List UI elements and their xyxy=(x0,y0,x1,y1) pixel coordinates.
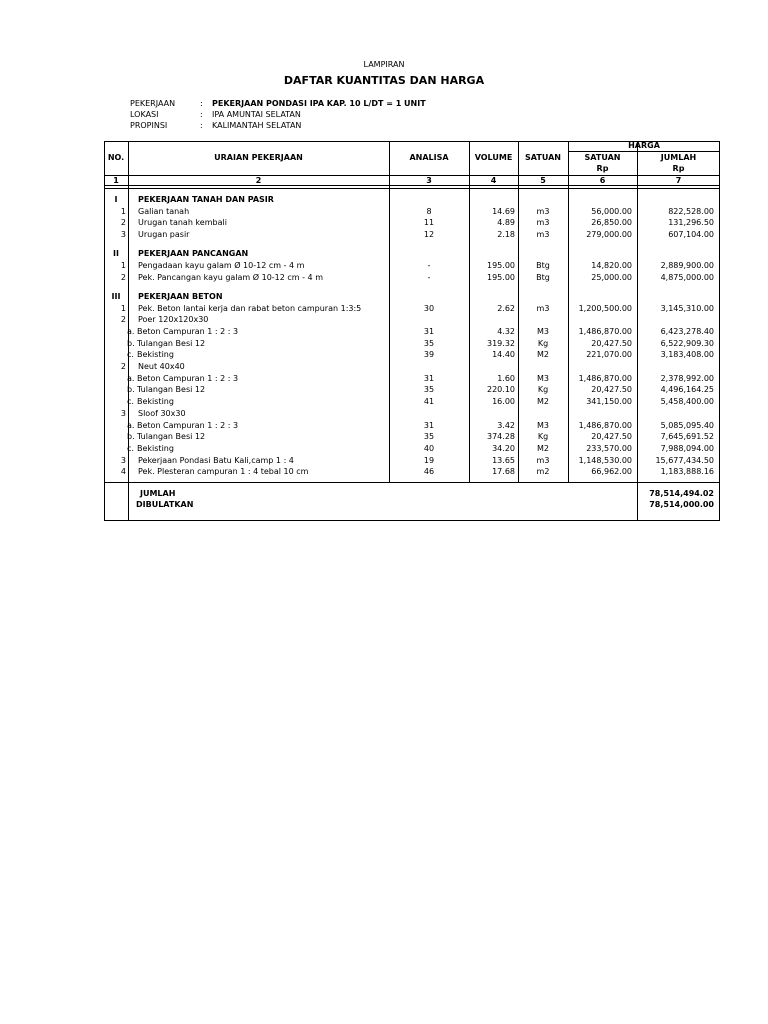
row-volume: 195.00 xyxy=(487,261,515,270)
row-number: 2 xyxy=(120,218,126,227)
info-label: LOKASI xyxy=(130,110,159,119)
col-number: 4 xyxy=(490,176,497,185)
row-jumlah: 607,104.00 xyxy=(668,230,714,239)
row-satuan: Kg xyxy=(537,385,549,394)
row-description: Tulangan Besi 12 xyxy=(137,339,206,348)
row-satuan: Btg xyxy=(536,261,550,270)
row-description: Tulangan Besi 12 xyxy=(137,385,206,394)
row-analisa: 31 xyxy=(423,327,435,336)
row-analisa: 31 xyxy=(423,421,435,430)
row-description: Pekerjaan Pondasi Batu Kali,camp 1 : 4 xyxy=(138,456,294,465)
row-satuan: m3 xyxy=(536,304,550,313)
row-sub-letter: c. xyxy=(127,350,134,359)
row-sub-letter: a. xyxy=(127,421,135,430)
row-satuan: M3 xyxy=(537,421,549,430)
row-satuan: M3 xyxy=(537,374,549,383)
row-analisa: 11 xyxy=(423,218,435,227)
row-volume: 17.68 xyxy=(492,467,515,476)
row-description: Pek. Plesteran campuran 1 : 4 tebal 10 cm xyxy=(138,467,309,476)
col-number: 1 xyxy=(113,176,119,185)
row-satuan: m3 xyxy=(536,207,550,216)
row-satuan: Kg xyxy=(537,339,549,348)
row-description: Galian tanah xyxy=(138,207,190,216)
header-jumlah-unit: Rp xyxy=(672,164,685,173)
col-number: 5 xyxy=(540,176,546,185)
header-jumlah: JUMLAH xyxy=(660,153,697,162)
row-volume: 4.32 xyxy=(497,327,515,336)
row-analisa: 30 xyxy=(423,304,435,313)
row-description: Pek. Pancangan kayu galam Ø 10-12 cm - 4 m xyxy=(138,273,323,282)
row-satuan: M2 xyxy=(537,444,549,453)
row-jumlah: 4,875,000.00 xyxy=(660,273,714,282)
header-uraian: URAIAN PEKERJAAN xyxy=(214,153,303,162)
row-volume: 14.69 xyxy=(492,207,515,216)
row-satuan: M3 xyxy=(537,327,549,336)
row-volume: 195.00 xyxy=(487,273,515,282)
row-volume: 4.89 xyxy=(497,218,515,227)
row-jumlah: 6,423,278.40 xyxy=(660,327,714,336)
row-harga-satuan: 233,570.00 xyxy=(586,444,632,453)
row-jumlah: 2,378,992.00 xyxy=(660,374,714,383)
row-volume: 319.32 xyxy=(487,339,515,348)
row-jumlah: 5,085,095.40 xyxy=(660,421,714,430)
row-analisa: 19 xyxy=(423,456,435,465)
header-no: NO. xyxy=(107,153,125,162)
row-harga-satuan: 1,200,500.00 xyxy=(578,304,632,313)
row-sub-letter: c. xyxy=(127,397,134,406)
info-separator: : xyxy=(200,99,203,108)
total-value: 78,514,494.02 xyxy=(649,489,714,498)
row-harga-satuan: 26,850.00 xyxy=(591,218,632,227)
row-sub-letter: a. xyxy=(127,374,135,383)
row-description: Beton Campuran 1 : 2 : 3 xyxy=(137,327,239,336)
info-separator: : xyxy=(200,110,203,119)
row-volume: 2.62 xyxy=(497,304,515,313)
row-analisa: 40 xyxy=(423,444,435,453)
row-volume: 16.00 xyxy=(492,397,515,406)
header-harga-satuan: SATUAN xyxy=(584,153,621,162)
row-number: 2 xyxy=(120,273,126,282)
row-analisa: 46 xyxy=(423,467,435,476)
row-harga-satuan: 1,486,870.00 xyxy=(578,421,632,430)
row-analisa: 8 xyxy=(426,207,432,216)
row-description: Pek. Beton lantai kerja dan rabat beton campuran 1:3:5 xyxy=(138,304,362,313)
colnum-bottom-double xyxy=(104,188,720,189)
section-title: PEKERJAAN PANCANGAN xyxy=(138,249,249,258)
row-description: Urugan pasir xyxy=(138,230,190,239)
col-number: 6 xyxy=(599,176,606,185)
quantity-price-table xyxy=(104,141,720,521)
row-sub-letter: b. xyxy=(127,385,135,394)
info-row-propinsi xyxy=(130,120,426,131)
row-number: 3 xyxy=(120,409,126,418)
row-harga-satuan: 1,148,530.00 xyxy=(578,456,632,465)
row-description: Pengadaan kayu galam Ø 10-12 cm - 4 m xyxy=(138,261,305,270)
row-number: 1 xyxy=(120,261,126,270)
rounded-label: DIBULATKAN xyxy=(136,500,194,509)
row-volume: 34.20 xyxy=(492,444,515,453)
row-analisa: - xyxy=(427,273,431,282)
row-number: III xyxy=(111,292,121,301)
row-description: Poer 120x120x30 xyxy=(138,315,209,324)
row-harga-satuan: 14,820.00 xyxy=(591,261,632,270)
row-description: Urugan tanah kembali xyxy=(138,218,227,227)
col-number: 2 xyxy=(255,176,262,185)
row-jumlah: 4,496,164.25 xyxy=(660,385,714,394)
row-analisa: 31 xyxy=(423,374,435,383)
row-satuan: m3 xyxy=(536,218,550,227)
row-analisa: 35 xyxy=(423,385,435,394)
row-satuan: Kg xyxy=(537,432,549,441)
row-analisa: 12 xyxy=(423,230,435,239)
document-title: LAMPIRAN xyxy=(363,60,405,69)
row-jumlah: 2,889,900.00 xyxy=(660,261,714,270)
document-heading: DAFTAR KUANTITAS DAN HARGA xyxy=(283,74,485,87)
row-harga-satuan: 20,427.50 xyxy=(591,385,632,394)
info-label: PROPINSI xyxy=(130,121,168,130)
row-number: 2 xyxy=(120,362,126,371)
row-satuan: m2 xyxy=(536,467,550,476)
row-volume: 1.60 xyxy=(497,374,515,383)
row-jumlah: 1,183,888.16 xyxy=(660,467,714,476)
row-harga-satuan: 279,000.00 xyxy=(586,230,632,239)
row-volume: 2.18 xyxy=(497,230,515,239)
row-number: 1 xyxy=(120,304,126,313)
row-description: Bekisting xyxy=(137,444,174,453)
header-analisa: ANALISA xyxy=(409,153,449,162)
row-harga-satuan: 25,000.00 xyxy=(591,273,632,282)
row-number: 3 xyxy=(120,230,126,239)
row-number: 1 xyxy=(120,207,126,216)
row-harga-satuan: 56,000.00 xyxy=(591,207,632,216)
row-volume: 3.42 xyxy=(497,421,515,430)
row-description: Neut 40x40 xyxy=(138,362,185,371)
info-separator: : xyxy=(200,121,203,130)
header-harga: HARGA xyxy=(628,141,660,150)
row-satuan: Btg xyxy=(536,273,550,282)
row-number: 2 xyxy=(120,315,126,324)
row-harga-satuan: 221,070.00 xyxy=(586,350,632,359)
row-satuan: m3 xyxy=(536,230,550,239)
row-jumlah: 5,458,400.00 xyxy=(660,397,714,406)
row-sub-letter: c. xyxy=(127,444,134,453)
col-number: 3 xyxy=(426,176,432,185)
col-number: 7 xyxy=(675,176,682,185)
row-number: II xyxy=(113,249,119,258)
row-description: Bekisting xyxy=(137,397,174,406)
info-label: PEKERJAAN xyxy=(130,99,176,108)
row-jumlah: 7,988,094.00 xyxy=(660,444,714,453)
row-volume: 14.40 xyxy=(492,350,515,359)
info-row-lokasi xyxy=(130,109,426,120)
row-harga-satuan: 1,486,870.00 xyxy=(578,374,632,383)
header-volume: VOLUME xyxy=(474,153,513,162)
row-jumlah: 3,145,310.00 xyxy=(660,304,714,313)
row-sub-letter: b. xyxy=(127,339,135,348)
row-description: Tulangan Besi 12 xyxy=(137,432,206,441)
row-harga-satuan: 66,962.00 xyxy=(591,467,632,476)
row-analisa: 39 xyxy=(423,350,435,359)
row-description: Beton Campuran 1 : 2 : 3 xyxy=(137,421,239,430)
row-jumlah: 822,528.00 xyxy=(668,207,714,216)
info-value: KALIMANTAH SELATAN xyxy=(212,121,302,130)
row-sub-letter: a. xyxy=(127,327,135,336)
row-analisa: 35 xyxy=(423,432,435,441)
header-harga-satuan-unit: Rp xyxy=(596,164,609,173)
harga-divider xyxy=(568,151,720,152)
row-harga-satuan: 341,150.00 xyxy=(586,397,632,406)
body-bottom xyxy=(104,482,720,483)
row-harga-satuan: 20,427.50 xyxy=(591,339,632,348)
info-value: PEKERJAAN PONDASI IPA KAP. 10 L/DT = 1 UNIT xyxy=(212,99,426,108)
row-description: Sloof 30x30 xyxy=(138,409,186,418)
row-number: I xyxy=(114,195,118,204)
section-title: PEKERJAAN BETON xyxy=(138,292,223,301)
row-description: Bekisting xyxy=(137,350,174,359)
row-volume: 220.10 xyxy=(487,385,515,394)
row-description: Beton Campuran 1 : 2 : 3 xyxy=(137,374,239,383)
total-label: JUMLAH xyxy=(140,489,176,498)
row-jumlah: 7,645,691.52 xyxy=(660,432,714,441)
row-volume: 13.65 xyxy=(492,456,515,465)
row-jumlah: 131,296.50 xyxy=(668,218,714,227)
row-satuan: M2 xyxy=(537,397,549,406)
row-volume: 374.28 xyxy=(487,432,515,441)
row-satuan: M2 xyxy=(537,350,549,359)
row-harga-satuan: 1,486,870.00 xyxy=(578,327,632,336)
row-jumlah: 6,522,909.30 xyxy=(660,339,714,348)
rounded-value: 78,514,000.00 xyxy=(649,500,714,509)
row-analisa: - xyxy=(427,261,431,270)
row-analisa: 35 xyxy=(423,339,435,348)
row-harga-satuan: 20,427.50 xyxy=(591,432,632,441)
header-satuan: SATUAN xyxy=(525,153,561,162)
section-title: PEKERJAAN TANAH DAN PASIR xyxy=(138,195,274,204)
project-info xyxy=(130,98,426,131)
info-value: IPA AMUNTAI SELATAN xyxy=(212,110,301,119)
info-row-pekerjaan xyxy=(130,98,426,109)
row-analisa: 41 xyxy=(423,397,435,406)
row-sub-letter: b. xyxy=(127,432,135,441)
row-satuan: m3 xyxy=(536,456,550,465)
row-number: 3 xyxy=(120,456,126,465)
row-jumlah: 15,677,434.50 xyxy=(655,456,714,465)
row-number: 4 xyxy=(120,467,126,476)
row-jumlah: 3,183,408.00 xyxy=(660,350,714,359)
